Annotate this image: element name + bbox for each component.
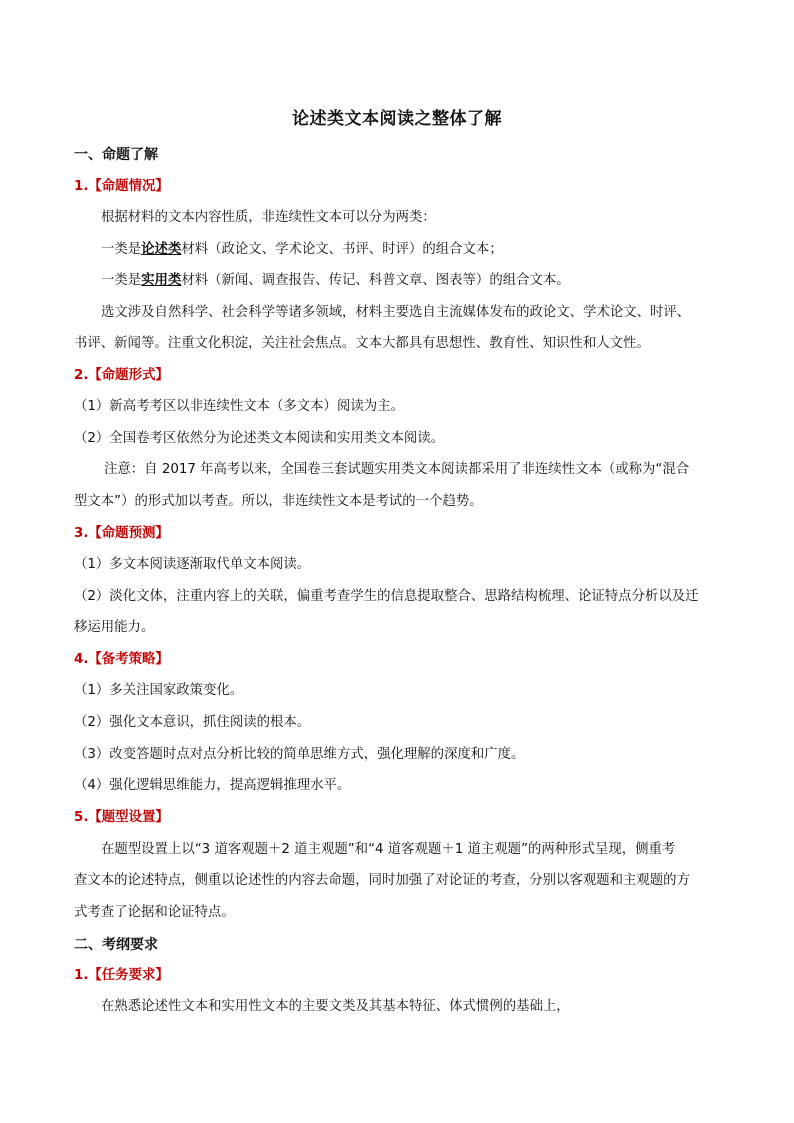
subheading-task-requirements: 1.【任务要求】 xyxy=(74,968,169,983)
keyword-practical: 实用类 xyxy=(141,273,182,288)
list-item: （1）多文本阅读逐渐取代单文本阅读。 xyxy=(74,557,311,572)
paragraph-line: 式考查了论据和论证特点。 xyxy=(74,905,235,920)
list-item: （4）强化逻辑思维能力，提高逻辑推理水平。 xyxy=(74,778,351,793)
paragraph-line: 一类是论述类材料（政论文、学术论文、书评、时评）的组合文本； xyxy=(101,242,503,257)
page-title: 论述类文本阅读之整体了解 xyxy=(292,109,502,129)
keyword-argumentative: 论述类 xyxy=(141,242,182,257)
paragraph-line: 根据材料的文本内容性质，非连续性文本可以分为两类： xyxy=(101,210,436,225)
list-item: （2）强化文本意识，抓住阅读的根本。 xyxy=(74,715,311,730)
paragraph-line: 书评、新闻等。注重文化积淀，关注社会焦点。文本大都具有思想性、教育性、知识性和人文性。 xyxy=(74,336,650,351)
section-heading-2: 二、考纲要求 xyxy=(74,937,158,953)
list-item: （2）淡化文体，注重内容上的关联，偏重考查学生的信息提取整合、思路结构梳理、论证特点分析以及迁 xyxy=(74,589,699,604)
list-item: （2）全国卷考区依然分为论述类文本阅读和实用类文本阅读。 xyxy=(74,431,445,446)
subheading-proposition-forecast: 3.【命题预测】 xyxy=(74,526,169,541)
subheading-proposition-situation: 1.【命题情况】 xyxy=(74,179,169,194)
paragraph-line: 查文本的论述特点，侧重以论述性的内容去命题，同时加强了对论证的考查，分别以客观题和主观题的方 xyxy=(74,873,690,888)
section-heading-1: 一、命题了解 xyxy=(74,147,158,163)
paragraph-line: 在熟悉论述性文本和实用性文本的主要文类及其基本特征、体式惯例的基础上， xyxy=(101,999,570,1014)
subheading-question-types: 5.【题型设置】 xyxy=(74,810,169,825)
paragraph-line: 一类是实用类材料（新闻、调查报告、传记、科普文章、图表等）的组合文本。 xyxy=(101,273,570,288)
list-item: （3）改变答题时点对点分析比较的简单思维方式，强化理解的深度和广度。 xyxy=(74,747,525,762)
subheading-proposition-form: 2.【命题形式】 xyxy=(74,368,169,383)
note-line: 注意：自 2017 年高考以来，全国卷三套试题实用类文本阅读都采用了非连续性文本（或称为“混合 xyxy=(104,462,690,477)
list-item: （1）多关注国家政策变化。 xyxy=(74,683,244,698)
paragraph-line: 选文涉及自然科学、社会科学等诸多领域，材料主要选自主流媒体发布的政论文、学术论文、时评、 xyxy=(101,305,691,320)
list-item: （1）新高考考区以非连续性文本（多文本）阅读为主。 xyxy=(74,399,404,414)
paragraph-line: 在题型设置上以“3 道客观题＋2 道主观题”和“4 道客观题＋1 道主观题”的两种形式呈现，侧重考 xyxy=(101,842,676,857)
subheading-exam-strategy: 4.【备考策略】 xyxy=(74,652,169,667)
list-item: 移运用能力。 xyxy=(74,620,155,635)
note-line: 型文本”）的形式加以考查。所以，非连续性文本是考试的一个趋势。 xyxy=(74,494,483,509)
